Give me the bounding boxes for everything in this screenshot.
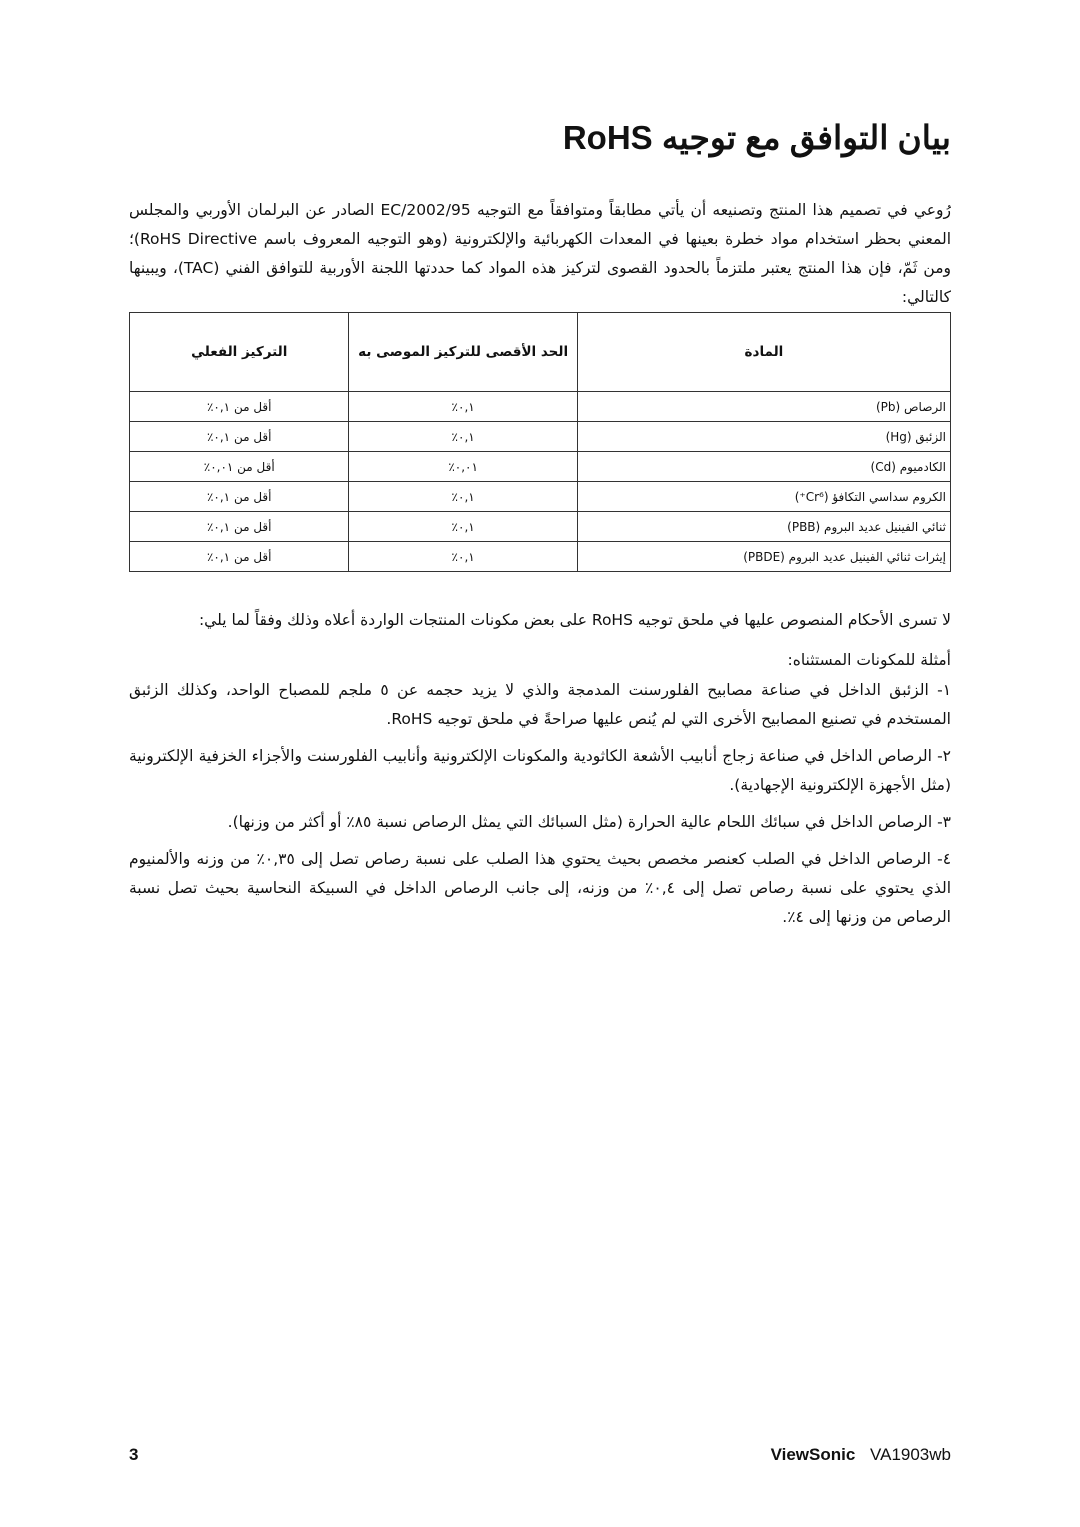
- actual-cell: أقل من ٠,١٪: [130, 422, 349, 452]
- footer-brand-model: [771, 1445, 951, 1465]
- material-cell: الكادميوم (Cd): [577, 452, 950, 482]
- table-row: [130, 422, 951, 452]
- actual-cell: أقل من ٠,١٪: [130, 392, 349, 422]
- list-item: ٤- الرصاص الداخل في الصلب كعنصر مخصص بحيث يحتوي هذا الصلب على نسبة رصاص تصل إلى ٠,٣٥٪ من وزنه والألمنيوم الذي يحتوي على نسبة رصاص تصل إلى ٠,٤٪ من وزنه، إلى جانب الرصاص الداخل في السبيكة النحاسية بحيث تصل نسبة الرصاص من وزنها إلى ٤٪.: [129, 850, 952, 926]
- table-row: [130, 452, 951, 482]
- material-cell: ثنائي الفينيل عديد البروم (PBB): [577, 512, 950, 542]
- header-actual-concentration: التركيز الفعلي: [130, 313, 349, 392]
- exemption-list: [129, 676, 951, 940]
- intro-paragraph: رُوعي في تصميم هذا المنتج وتصنيعه أن يأتي مطابقاً ومتوافقاً مع التوجيه 2002/95/EC الصادر عن البرلمان الأوربي والمجلس المعني بحظر استخدام مواد خطرة بعينها في المعدات الكهربائية والإلكترونية (وهو التوجيه المعروف باسم RoHS Directive)؛ ومن ثَمّ، فإن هذا المنتج يعتبر ملتزماً بالحدود القصوى لتركيز هذه المواد كما حددتها اللجنة الأوربية للتوافق الفني (TAC)، ويبينها كالتالي:: [129, 201, 952, 306]
- examples-heading: أمثلة للمكونات المستثناه:: [787, 651, 951, 669]
- list-item: ١- الزئبق الداخل في صناعة مصابيح الفلورسنت المدمجة والذي لا يزيد حجمه عن ٥ ملجم للمصباح الواحد، وكذلك الزئبق المستخدم في تصنيع المصابيح الأخرى التي لم يُنص عليها صراحةً في ملحق توجيه RoHS.: [129, 681, 952, 728]
- table-row: [130, 512, 951, 542]
- actual-cell: أقل من ٠,١٪: [130, 482, 349, 512]
- model-number: VA1903wb: [870, 1445, 951, 1464]
- header-material: المادة: [577, 313, 950, 392]
- max-cell: ٠,١٪: [349, 482, 577, 512]
- brand-name: ViewSonic: [770, 1445, 856, 1464]
- table-header-row: [130, 313, 951, 392]
- material-cell: الكروم سداسي التكافؤ (Cr⁶⁺): [577, 482, 950, 512]
- material-cell: الزئبق (Hg): [577, 422, 950, 452]
- max-cell: ٠,١٪: [349, 512, 577, 542]
- table-row: [130, 392, 951, 422]
- page-title: بيان التوافق مع توجيه RoHS: [562, 119, 951, 156]
- actual-cell: أقل من ٠,٠١٪: [130, 452, 349, 482]
- actual-cell: أقل من ٠,١٪: [130, 512, 349, 542]
- table-row: [130, 482, 951, 512]
- material-cell: الرصاص (Pb): [577, 392, 950, 422]
- list-item: ٢- الرصاص الداخل في صناعة زجاج أنابيب الأشعة الكاثودية والمكونات الإلكترونية وأنابيب الفلورسنت والأجزاء الخزفية الإلكترونية (مثل الأجهزة الإلكترونية الإجهادية).: [129, 747, 951, 794]
- max-cell: ٠,١٪: [349, 542, 577, 572]
- table-row: [130, 542, 951, 572]
- substance-limits-table: [129, 312, 951, 572]
- page-number: 3: [129, 1445, 139, 1464]
- max-cell: ٠,١٪: [349, 422, 577, 452]
- exemption-note: لا تسرى الأحكام المنصوص عليها في ملحق توجيه RoHS على بعض مكونات المنتجات الواردة أعلاه وذلك وفقاً لما يلي:: [198, 611, 951, 629]
- max-cell: ٠,١٪: [349, 392, 577, 422]
- material-cell: إيثرات ثنائي الفينيل عديد البروم (PBDE): [577, 542, 950, 572]
- actual-cell: أقل من ٠,١٪: [130, 542, 349, 572]
- max-cell: ٠,٠١٪: [349, 452, 577, 482]
- header-max-concentration: الحد الأقصى للتركيز الموصى به: [349, 313, 577, 392]
- list-item: ٣- الرصاص الداخل في سبائك اللحام عالية الحرارة (مثل السبائك التي يمثل الرصاص نسبة ٨٥٪ أو أكثر من وزنها).: [227, 813, 951, 831]
